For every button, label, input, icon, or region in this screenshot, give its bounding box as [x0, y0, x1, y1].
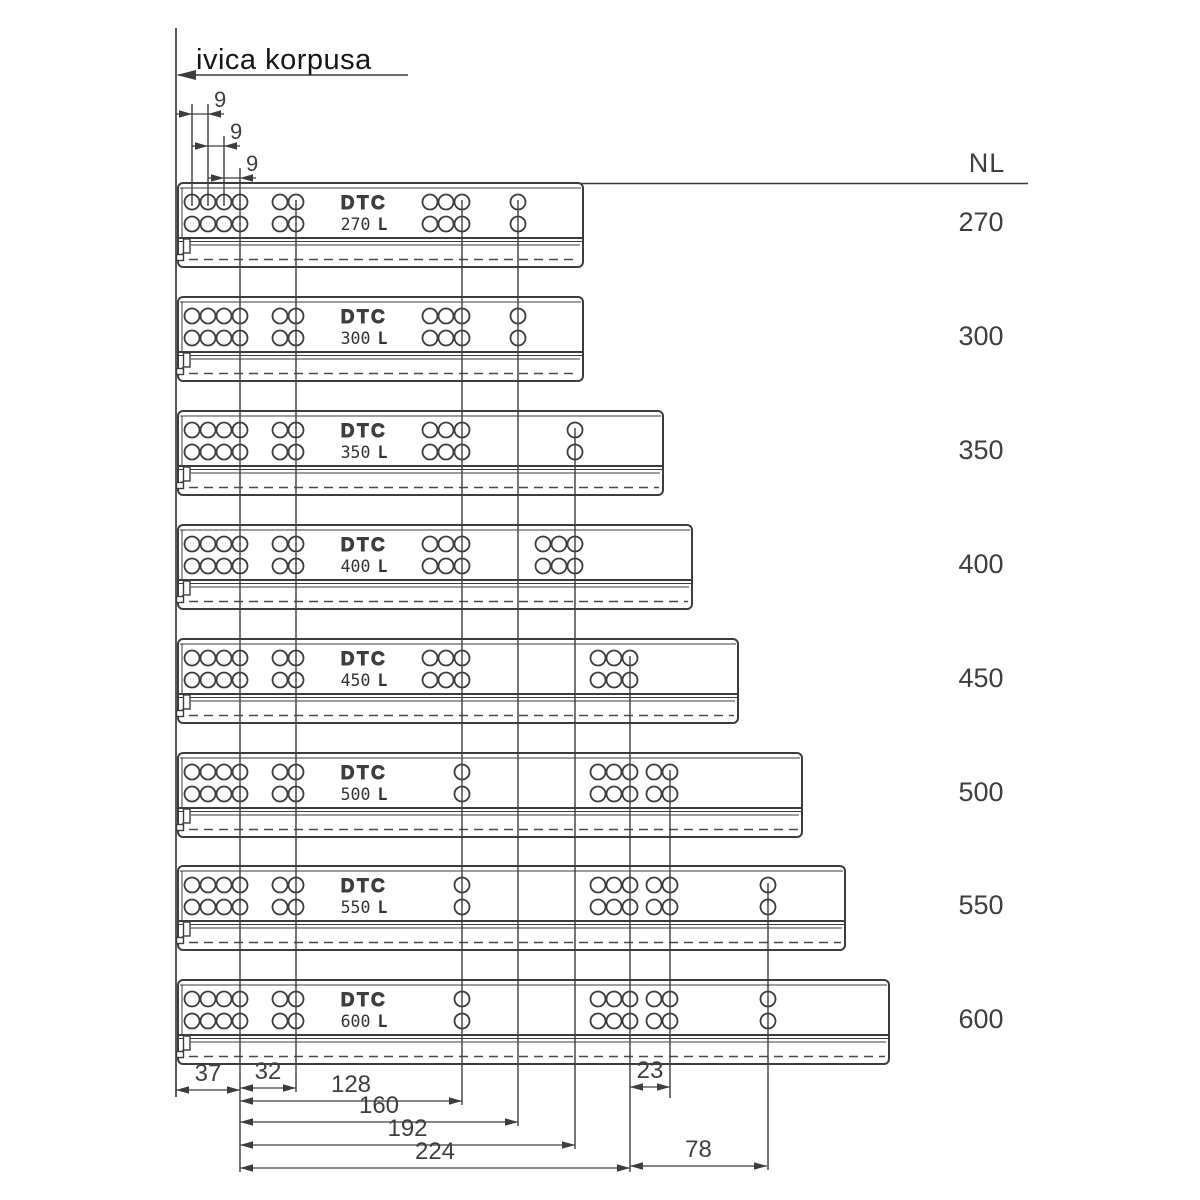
rail-size-label-400: 400 L	[340, 557, 388, 576]
dim-9-top0-arrow-icon	[179, 110, 192, 118]
dtc-logo-450: DTC	[340, 649, 388, 670]
edge-callout-arrow-icon	[177, 70, 197, 80]
nl-value-600: 600	[958, 1004, 1004, 1034]
nl-value-270: 270	[958, 207, 1004, 237]
rail-size-label-450: 450 L	[340, 671, 388, 690]
dim-224-bottom5-arrow-icon	[240, 1164, 253, 1172]
rail-size-label-270: 270 L	[340, 215, 388, 234]
rail-350-body	[178, 411, 663, 495]
dim-78-bottom7-arrow-icon	[630, 1162, 643, 1170]
dim-9-top1-arrow-icon	[195, 142, 208, 150]
dim-23-bottom6-arrow-icon	[657, 1083, 670, 1091]
dim-37-bottom0-label: 37	[194, 1060, 222, 1087]
dtc-logo-270: DTC	[340, 193, 388, 214]
nl-value-550: 550	[958, 890, 1004, 920]
dim-23-bottom6-arrow-icon	[630, 1083, 643, 1091]
dtc-logo-600: DTC	[340, 990, 388, 1011]
dim-23-bottom6-label: 23	[636, 1057, 664, 1084]
edge-label: ivica korpusa	[196, 44, 372, 76]
dim-192-bottom4-arrow-icon	[562, 1141, 575, 1149]
rail-400-latch-pad-icon	[177, 597, 184, 603]
dim-9-top0-label: 9	[214, 87, 227, 112]
rail-600-latch-icon	[184, 1036, 191, 1050]
dim-160-bottom3-label: 160	[358, 1092, 400, 1119]
rail-size-label-350: 350 L	[340, 443, 388, 462]
dim-192-bottom4-arrow-icon	[240, 1141, 253, 1149]
dim-128-bottom2-arrow-icon	[240, 1097, 253, 1105]
dim-160-bottom3-arrow-icon	[240, 1118, 253, 1126]
rail-350-latch-icon	[184, 467, 191, 481]
rail-500-latch-icon	[184, 809, 191, 823]
dim-160-bottom3-arrow-icon	[505, 1118, 518, 1126]
rail-270-latch-pad-icon	[177, 255, 184, 261]
dim-78-bottom7-label: 78	[685, 1136, 712, 1163]
dim-128-bottom2-label: 128	[330, 1071, 372, 1098]
rail-550-latch-icon	[184, 922, 191, 936]
dim-9-top1-label: 9	[230, 119, 243, 144]
rail-450-latch-pad-icon	[177, 711, 184, 717]
nl-header: NL	[968, 148, 1006, 178]
dtc-logo-350: DTC	[340, 421, 388, 442]
dtc-logo-500: DTC	[340, 763, 388, 784]
rail-size-label-500: 500 L	[340, 785, 388, 804]
rail-400-latch-icon	[184, 581, 191, 595]
dim-32-bottom1-arrow-icon	[283, 1084, 296, 1092]
rail-500-body	[178, 753, 802, 837]
nl-value-400: 400	[958, 549, 1004, 579]
rail-550-latch-pad-icon	[177, 938, 184, 944]
dim-9-top2-arrow-icon	[211, 174, 224, 182]
dim-224-bottom5-label: 224	[414, 1138, 456, 1165]
dtc-logo-300: DTC	[340, 307, 388, 328]
dim-37-bottom0-arrow-icon	[176, 1086, 189, 1094]
rail-270-latch-icon	[184, 239, 191, 253]
nl-value-450: 450	[958, 663, 1004, 693]
dim-32-bottom1-arrow-icon	[240, 1084, 253, 1092]
rail-350-latch-pad-icon	[177, 483, 184, 489]
dim-9-top2-label: 9	[246, 151, 259, 176]
nl-value-350: 350	[958, 435, 1004, 465]
dim-37-bottom0-arrow-icon	[227, 1086, 240, 1094]
dtc-logo-550: DTC	[340, 876, 388, 897]
dtc-logo-400: DTC	[340, 535, 388, 556]
dim-224-bottom5-arrow-icon	[617, 1164, 630, 1172]
rail-300-latch-pad-icon	[177, 369, 184, 375]
nl-value-500: 500	[958, 777, 1004, 807]
dim-32-bottom1-label: 32	[254, 1058, 282, 1085]
dim-78-bottom7-arrow-icon	[754, 1162, 767, 1170]
rail-size-label-600: 600 L	[340, 1012, 388, 1031]
nl-value-300: 300	[958, 321, 1004, 351]
rail-450-latch-icon	[184, 695, 191, 709]
rail-600-latch-pad-icon	[177, 1052, 184, 1058]
dim-128-bottom2-arrow-icon	[449, 1097, 462, 1105]
rail-500-latch-pad-icon	[177, 825, 184, 831]
rail-300-latch-icon	[184, 353, 191, 367]
dim-192-bottom4-label: 192	[387, 1115, 428, 1142]
rail-size-label-300: 300 L	[340, 329, 388, 348]
rail-size-label-550: 550 L	[340, 898, 388, 917]
